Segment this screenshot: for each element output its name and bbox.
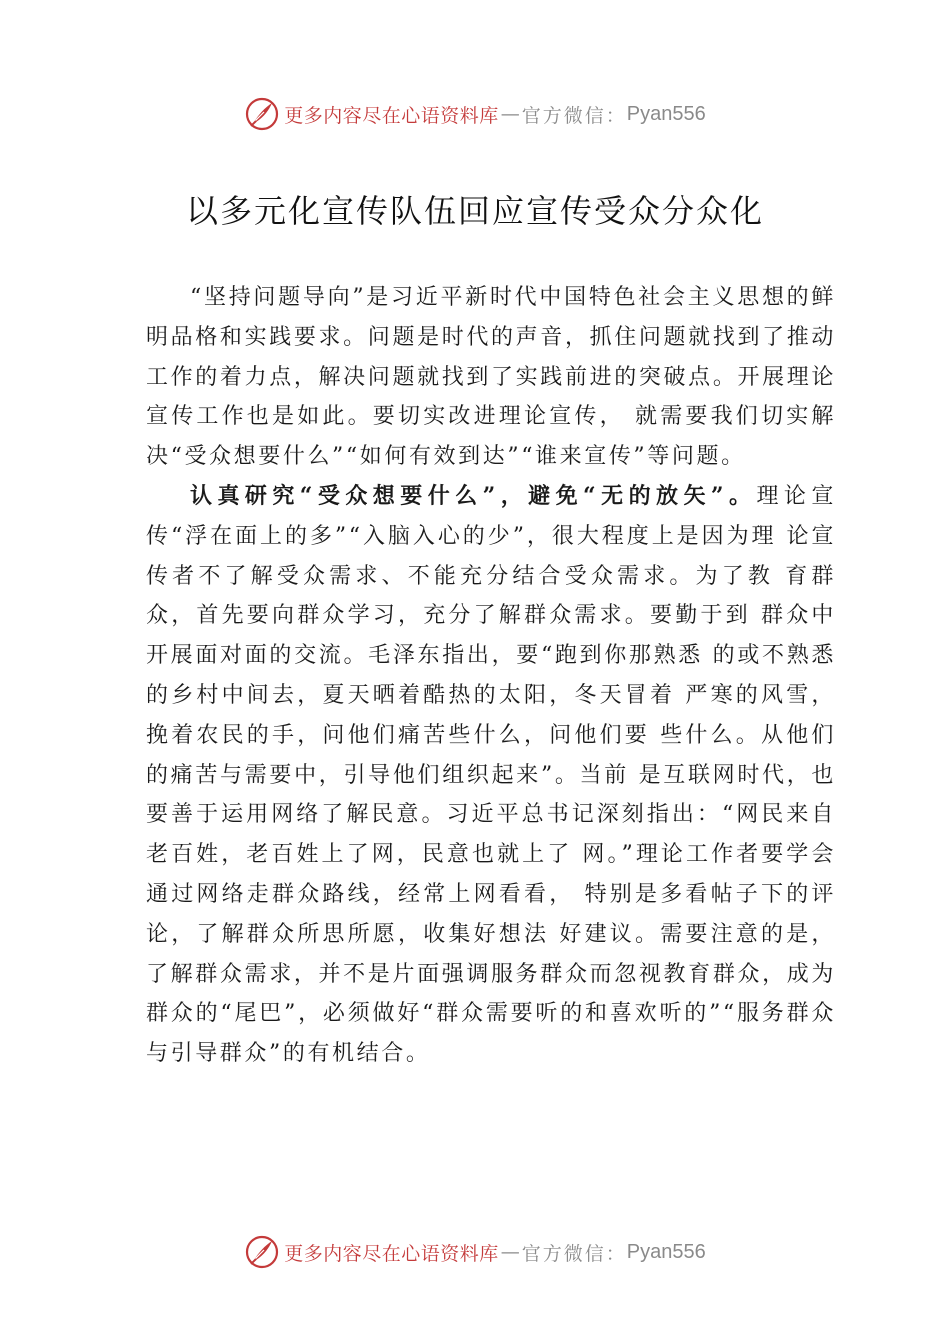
promo-text: 更多内容尽在心语资料库: [284, 104, 499, 127]
paragraph-2-lead: 认真研究“受众想要什么”，避免“无的放矢”。: [190, 482, 757, 509]
paragraph-2-body: 理论宣 传“浮在面上的多”“入脑入心的少”，很大程度上是因为理 论宣传者不了解受众需求、不能充分结合受众需求。为了教 育群众，首先要向群众学习，充分了解群众需求。要勤于到 群众中开展面对面的交流。毛泽东指出，要“跑到你那熟悉 的或不熟悉的乡村中间去，夏天晒着酷热的太阳，冬天冒着 严寒的风雪，挽着农民的手，问他们痛苦些什么，问他们要 些什么。从他们的痛苦与需要中，引导他们组织起来”。当前 是互联网时代，也要善于运用网络了解民意。习近平总书记深刻指出：“网民来自老百姓，老百姓上了网，民意也就上了 网。”理论工作者要学会通过网络走群众路线，经常上网看看， 特别是多看帖子下的评论，了解群众所思所愿，收集好想法 好建议。需要注意的是，了解群众需求，并不是片面强调服务群众而忽视教育群众，成为群众的“尾巴”，必须做好“群众需要听的和喜欢听的”“服务群众与引导群众”的有机结合。: [146, 483, 836, 1067]
wechat-id: Pyan556: [626, 102, 706, 125]
banner-separator: —: [500, 103, 520, 125]
banner-separator: —: [500, 1241, 520, 1263]
footer-banner: [0, 1232, 950, 1272]
wechat-label: 官方微信：: [521, 1242, 627, 1265]
paragraph-1: “坚持问题导向”是习近平新时代中国特色社会主义思想的鲜明品格和实践要求。问题是时代的声音，抓住问题就找到了推动工作的着力点，解决问题就找到了实践前进的突破点。开展理论宣传工作也是如此。要切实改进理论宣传， 就需要我们切实解决“受众想要什么”“如何有效到达”“谁来宣传”等问题。: [146, 285, 836, 470]
feather-pen-logo-icon: [244, 96, 280, 132]
promo-text: 更多内容尽在心语资料库: [284, 1242, 499, 1265]
document-body: [146, 278, 836, 1074]
header-banner: [0, 94, 950, 134]
document-title: 以多元化宣传队伍回应宣传受众分众化: [185, 192, 764, 230]
wechat-label: 官方微信：: [521, 104, 627, 127]
wechat-id: Pyan556: [626, 1240, 706, 1263]
paragraph-2: [146, 477, 836, 1074]
feather-pen-logo-icon: [244, 1234, 280, 1270]
